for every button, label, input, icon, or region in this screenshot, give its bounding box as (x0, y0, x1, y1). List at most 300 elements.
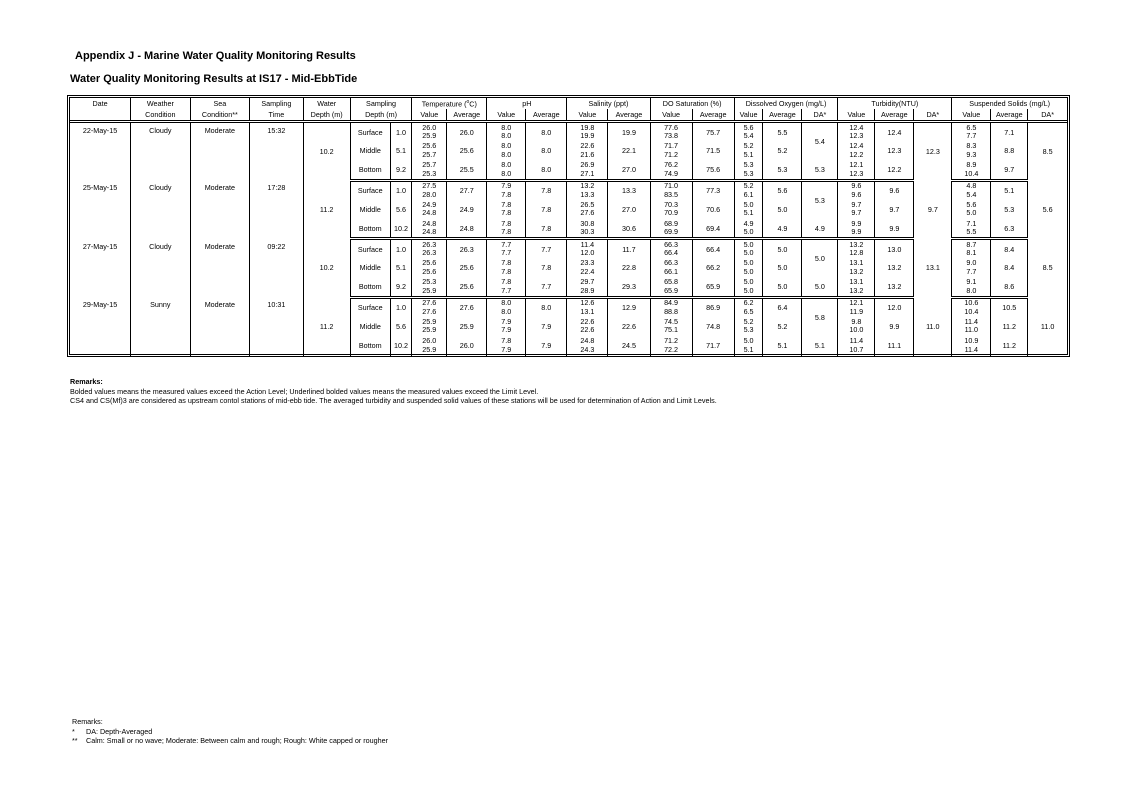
ph-values-reading-2: 8.0 (501, 306, 512, 316)
suspended-solids-values-reading-2: 9.3 (966, 149, 977, 159)
dissolved-oxygen-values-reading-1: 5.2 (743, 316, 754, 326)
suspended-solids-da: 8.5 (1028, 122, 1067, 181)
salinity-values (567, 317, 608, 337)
col-ss-value: Value (952, 109, 991, 122)
col-ph-average: Average (526, 109, 567, 122)
suspended-solids-values-reading-1: 8.3 (966, 141, 977, 151)
turbidity-values-reading-2: 10.7 (849, 344, 864, 354)
turbidity-values-reading-1: 9.8 (851, 316, 862, 326)
salinity-average: 19.9 (608, 122, 650, 142)
dissolved-oxygen-values (734, 122, 763, 142)
salinity-values-reading-2: 13.3 (580, 189, 595, 199)
temperature-values-reading-2: 25.9 (422, 131, 437, 140)
temperature-average: 26.3 (447, 239, 487, 259)
turbidity-values-reading-1: 11.4 (849, 336, 864, 346)
suspended-solids-values (952, 317, 991, 337)
header-row-top (70, 98, 1067, 109)
suspended-solids-average: 8.6 (991, 278, 1028, 298)
water-depth-cell: 11.2 (303, 297, 350, 356)
turbidity-values (838, 278, 875, 298)
temperature-values-reading-1: 25.3 (422, 277, 437, 286)
do-saturation-average: 75.7 (692, 122, 734, 142)
do-saturation-values-reading-2: 88.8 (664, 306, 679, 316)
turbidity-average: 12.0 (875, 297, 914, 317)
do-saturation-values-reading-1: 68.9 (664, 218, 679, 228)
turbidity-values-reading-2: 12.3 (849, 168, 864, 178)
do-saturation-average: 69.4 (692, 219, 734, 239)
dissolved-oxygen-average: 5.3 (763, 161, 802, 181)
suspended-solids-values (952, 122, 991, 142)
turbidity-average: 13.2 (875, 258, 914, 278)
turbidity-values (838, 297, 875, 317)
suspended-solids-values-reading-2: 5.0 (966, 208, 977, 218)
suspended-solids-average: 8.4 (991, 239, 1028, 259)
salinity-values (567, 161, 608, 181)
dissolved-oxygen-da-bottom: 5.3 (802, 161, 838, 181)
ph-average: 7.8 (526, 219, 567, 239)
dissolved-oxygen-da-surface-middle: 5.0 (802, 239, 838, 278)
suspended-solids-average: 11.2 (991, 336, 1028, 356)
col-weather: Weather (131, 98, 191, 109)
do-saturation-average: 65.9 (692, 278, 734, 298)
sampling-level-cell: Surface (350, 180, 390, 200)
suspended-solids-values (952, 297, 991, 317)
do-saturation-values-reading-1: 71.2 (664, 336, 679, 346)
ph-values-reading-1: 7.8 (501, 218, 512, 228)
col-date-sub (70, 109, 131, 122)
sampling-depth-cell: 1.0 (390, 239, 412, 259)
suspended-solids-values-reading-2: 10.4 (964, 306, 979, 316)
ph-average: 7.8 (526, 200, 567, 220)
ph-values-reading-1: 8.0 (501, 141, 512, 151)
ph-values-reading-2: 7.7 (501, 285, 512, 295)
do-saturation-values-reading-2: 83.5 (664, 189, 679, 199)
do-saturation-average: 71.7 (692, 336, 734, 356)
salinity-average: 27.0 (608, 200, 650, 220)
salinity-average: 30.6 (608, 219, 650, 239)
header-row-bottom (70, 109, 1067, 122)
results-table-frame (67, 95, 1070, 357)
turbidity-values-reading-1: 9.9 (851, 218, 862, 228)
turbidity-values-reading-1: 9.7 (851, 199, 862, 209)
salinity-values (567, 278, 608, 298)
ph-values-reading-1: 7.8 (501, 277, 512, 286)
turbidity-average: 13.0 (875, 239, 914, 259)
salinity-values-reading-1: 22.6 (580, 141, 595, 151)
dissolved-oxygen-values-reading-1: 5.3 (743, 160, 754, 169)
col-ph-value: Value (487, 109, 526, 122)
suspended-solids-values-reading-2: 8.0 (966, 285, 977, 295)
salinity-values (567, 258, 608, 278)
col-turb-da: DA* (914, 109, 952, 122)
water-depth-cell: 11.2 (303, 180, 350, 239)
sampling-level-cell: Middle (350, 200, 390, 220)
col-sea: Sea (190, 98, 250, 109)
turbidity-values (838, 219, 875, 239)
suspended-solids-values-reading-1: 8.9 (966, 160, 977, 169)
turbidity-values-reading-1: 12.1 (849, 160, 864, 169)
do-saturation-values-reading-2: 71.2 (664, 149, 679, 159)
ph-values (487, 297, 526, 317)
suspended-solids-values-reading-1: 10.6 (964, 298, 979, 307)
col-sampling-depth-sub: Depth (m) (350, 109, 412, 122)
temperature-average: 24.9 (447, 200, 487, 220)
results-table (70, 98, 1067, 356)
temperature-values (412, 180, 447, 200)
col-dosat-average: Average (692, 109, 734, 122)
ph-values (487, 200, 526, 220)
temperature-values (412, 239, 447, 259)
salinity-values-reading-2: 19.9 (580, 131, 595, 140)
dissolved-oxygen-values-reading-1: 5.0 (743, 277, 754, 286)
dissolved-oxygen-values (734, 297, 763, 317)
temperature-values-reading-1: 25.6 (422, 141, 437, 151)
ph-values (487, 258, 526, 278)
dissolved-oxygen-average: 4.9 (763, 219, 802, 239)
suspended-solids-average: 8.8 (991, 141, 1028, 161)
dissolved-oxygen-values-reading-2: 5.1 (743, 208, 754, 218)
sampling-level-cell: Middle (350, 141, 390, 161)
col-ss-da: DA* (1028, 109, 1067, 122)
salinity-average: 11.7 (608, 239, 650, 259)
sea-condition-cell: Moderate (190, 180, 250, 239)
ph-values-reading-2: 7.8 (501, 227, 512, 236)
turbidity-values (838, 161, 875, 181)
suspended-solids-values (952, 141, 991, 161)
dissolved-oxygen-da-surface-middle: 5.4 (802, 122, 838, 161)
salinity-average: 22.8 (608, 258, 650, 278)
do-saturation-values-reading-1: 84.9 (664, 298, 679, 307)
col-sampling-time-sub: Time (250, 109, 303, 122)
dissolved-oxygen-average: 5.6 (763, 180, 802, 200)
do-saturation-values (650, 336, 692, 356)
dissolved-oxygen-values-reading-2: 5.0 (743, 227, 754, 236)
salinity-values-reading-2: 27.6 (580, 208, 595, 218)
remarks-title: Remarks: (70, 377, 103, 386)
suspended-solids-values-reading-1: 10.9 (964, 336, 979, 346)
turbidity-values-reading-2: 9.6 (851, 189, 862, 199)
salinity-values-reading-1: 23.3 (580, 258, 595, 268)
salinity-values (567, 200, 608, 220)
temperature-values-reading-1: 27.5 (422, 181, 437, 190)
suspended-solids-values-reading-1: 5.6 (966, 199, 977, 209)
ph-values-reading-2: 7.7 (501, 248, 512, 257)
dissolved-oxygen-values (734, 336, 763, 356)
salinity-values-reading-1: 24.8 (580, 336, 595, 346)
weather-cell: Cloudy (131, 239, 191, 298)
col-turb-average: Average (875, 109, 914, 122)
col-sampling-depth: Sampling (350, 98, 412, 109)
dissolved-oxygen-values-reading-2: 6.1 (743, 189, 754, 199)
ph-values-reading-1: 7.7 (501, 239, 512, 249)
suspended-solids-values-reading-1: 6.5 (966, 122, 977, 132)
dissolved-oxygen-values-reading-2: 5.1 (743, 344, 754, 354)
temperature-values (412, 219, 447, 239)
turbidity-values-reading-2: 9.9 (851, 227, 862, 236)
salinity-values-reading-1: 13.2 (580, 181, 595, 190)
sampling-depth-cell: 10.2 (390, 219, 412, 239)
ph-average: 7.8 (526, 180, 567, 200)
turbidity-values-reading-2: 13.2 (849, 266, 864, 276)
turbidity-average: 12.4 (875, 122, 914, 142)
sampling-depth-cell: 1.0 (390, 122, 412, 142)
temperature-values-reading-1: 25.9 (422, 316, 437, 326)
salinity-values-reading-2: 28.9 (580, 285, 595, 295)
turbidity-values-reading-1: 9.6 (851, 181, 862, 190)
dissolved-oxygen-values-reading-2: 5.3 (743, 325, 754, 335)
temperature-values-reading-1: 25.7 (422, 160, 437, 169)
sampling-depth-cell: 5.6 (390, 317, 412, 337)
footnote-sea: Calm: Small or no wave; Moderate: Between calm and rough; Rough: White capped or rougher (86, 736, 389, 745)
turbidity-values (838, 258, 875, 278)
suspended-solids-values (952, 239, 991, 259)
dissolved-oxygen-da-surface-middle: 5.8 (802, 297, 838, 336)
salinity-values (567, 219, 608, 239)
suspended-solids-values-reading-1: 4.8 (966, 181, 977, 190)
ph-average: 8.0 (526, 297, 567, 317)
suspended-solids-values (952, 219, 991, 239)
suspended-solids-values-reading-2: 8.1 (966, 248, 977, 257)
table-row (70, 180, 1067, 200)
turbidity-values (838, 317, 875, 337)
salinity-values-reading-1: 26.5 (580, 199, 595, 209)
col-date: Date (92, 99, 108, 108)
temperature-values-reading-1: 25.6 (422, 258, 437, 268)
temperature-values-reading-2: 28.0 (422, 189, 437, 199)
suspended-solids-values-reading-2: 7.7 (966, 131, 977, 140)
ph-values (487, 141, 526, 161)
temperature-values-reading-2: 25.9 (422, 344, 437, 354)
ph-values-reading-1: 7.8 (501, 258, 512, 268)
suspended-solids-values (952, 278, 991, 298)
dissolved-oxygen-da-bottom: 5.1 (802, 336, 838, 356)
do-saturation-values-reading-1: 66.3 (664, 239, 679, 249)
dissolved-oxygen-average: 5.2 (763, 317, 802, 337)
salinity-values-reading-1: 12.6 (580, 298, 595, 307)
temperature-average: 25.9 (447, 317, 487, 337)
do-saturation-values (650, 258, 692, 278)
do-saturation-values-reading-2: 74.9 (664, 168, 679, 178)
sampling-level-cell: Middle (350, 258, 390, 278)
col-temp-average: Average (447, 109, 487, 122)
sampling-depth-cell: 5.6 (390, 200, 412, 220)
temperature-values (412, 336, 447, 356)
salinity-values-reading-2: 30.3 (580, 227, 595, 236)
ph-values (487, 239, 526, 259)
col-sea-sub: Condition** (190, 109, 250, 122)
dissolved-oxygen-values-reading-1: 5.2 (743, 181, 754, 190)
temperature-values (412, 278, 447, 298)
weather-cell: Cloudy (131, 180, 191, 239)
salinity-values (567, 122, 608, 142)
do-saturation-values (650, 297, 692, 317)
ph-values-reading-2: 8.0 (501, 168, 512, 178)
turbidity-values (838, 336, 875, 356)
col-water-depth-sub: Depth (m) (303, 109, 350, 122)
turbidity-values (838, 239, 875, 259)
ph-values-reading-2: 7.8 (501, 208, 512, 218)
temperature-average: 24.8 (447, 219, 487, 239)
ph-values (487, 180, 526, 200)
col-water-depth: Water (303, 98, 350, 109)
sampling-level-cell: Bottom (350, 278, 390, 298)
salinity-values-reading-1: 11.4 (580, 239, 595, 249)
date-cell: 29-May-15 (82, 300, 118, 309)
suspended-solids-average: 5.3 (991, 200, 1028, 220)
turbidity-average: 9.6 (875, 180, 914, 200)
turbidity-values-reading-2: 12.2 (849, 149, 864, 159)
suspended-solids-average: 7.1 (991, 122, 1028, 142)
sampling-level-cell: Bottom (350, 161, 390, 181)
suspended-solids-average: 9.7 (991, 161, 1028, 181)
turbidity-values-reading-2: 11.9 (849, 306, 864, 316)
turbidity-average: 9.9 (875, 317, 914, 337)
do-saturation-values-reading-2: 75.1 (664, 325, 679, 335)
ph-values (487, 219, 526, 239)
do-saturation-values (650, 317, 692, 337)
dissolved-oxygen-values-reading-1: 5.6 (743, 122, 754, 132)
weather-cell: Sunny (131, 297, 191, 356)
ph-values-reading-2: 8.0 (501, 131, 512, 140)
col-do-average: Average (763, 109, 802, 122)
suspended-solids-values-reading-2: 5.4 (966, 189, 977, 199)
dissolved-oxygen-average: 5.2 (763, 141, 802, 161)
ph-values (487, 278, 526, 298)
salinity-values-reading-2: 22.6 (580, 325, 595, 335)
dissolved-oxygen-da-bottom: 4.9 (802, 219, 838, 239)
temperature-values-reading-2: 25.9 (422, 285, 437, 295)
col-ph: pH (487, 98, 567, 109)
temperature-average: 25.5 (447, 161, 487, 181)
salinity-values-reading-1: 19.8 (580, 122, 595, 132)
do-saturation-values (650, 122, 692, 142)
turbidity-average: 12.3 (875, 141, 914, 161)
col-temp-value: Value (412, 109, 447, 122)
dissolved-oxygen-values-reading-1: 5.2 (743, 141, 754, 151)
temperature-average: 25.6 (447, 278, 487, 298)
suspended-solids-values-reading-2: 7.7 (966, 266, 977, 276)
dissolved-oxygen-values-reading-1: 5.0 (743, 199, 754, 209)
do-saturation-values-reading-1: 77.6 (664, 122, 679, 132)
salinity-values-reading-2: 24.3 (580, 344, 595, 354)
suspended-solids-values (952, 161, 991, 181)
turbidity-da: 13.1 (914, 239, 952, 298)
temperature-average: 26.0 (447, 122, 487, 142)
ph-average: 7.9 (526, 336, 567, 356)
turbidity-values-reading-1: 13.1 (849, 258, 864, 268)
turbidity-da: 12.3 (914, 122, 952, 181)
col-suspended-solids: Suspended Solids (mg/L) (952, 98, 1067, 109)
suspended-solids-values-reading-2: 10.4 (964, 168, 979, 178)
ph-values-reading-1: 7.9 (501, 316, 512, 326)
dissolved-oxygen-values (734, 219, 763, 239)
do-saturation-values-reading-1: 65.8 (664, 277, 679, 286)
temperature-values (412, 297, 447, 317)
col-weather-sub: Condition (131, 109, 191, 122)
dissolved-oxygen-values-reading-1: 6.2 (743, 298, 754, 307)
turbidity-values-reading-2: 10.0 (849, 325, 864, 335)
turbidity-da: 9.7 (914, 180, 952, 239)
temperature-values (412, 161, 447, 181)
dissolved-oxygen-values (734, 278, 763, 298)
temperature-average: 25.6 (447, 141, 487, 161)
turbidity-average: 13.2 (875, 278, 914, 298)
suspended-solids-values (952, 258, 991, 278)
col-do-saturation: DO Saturation (%) (650, 98, 734, 109)
do-saturation-values-reading-2: 73.8 (664, 131, 679, 140)
turbidity-values-reading-1: 12.1 (849, 298, 864, 307)
suspended-solids-average: 10.5 (991, 297, 1028, 317)
ph-values-reading-1: 7.9 (501, 181, 512, 190)
do-saturation-average: 75.6 (692, 161, 734, 181)
suspended-solids-da: 8.5 (1028, 239, 1067, 298)
ph-values-reading-1: 8.0 (501, 160, 512, 169)
salinity-average: 13.3 (608, 180, 650, 200)
page-subtitle: Water Quality Monitoring Results at IS17 - Mid-EbbTide (70, 73, 358, 85)
sampling-level-cell: Middle (350, 317, 390, 337)
salinity-values-reading-1: 29.7 (580, 277, 595, 286)
suspended-solids-average: 5.1 (991, 180, 1028, 200)
temperature-values (412, 141, 447, 161)
salinity-values-reading-2: 27.1 (580, 168, 595, 178)
ph-values-reading-1: 7.8 (501, 199, 512, 209)
suspended-solids-average: 8.4 (991, 258, 1028, 278)
sampling-depth-cell: 1.0 (390, 297, 412, 317)
sampling-level-cell: Surface (350, 122, 390, 142)
footnotes (72, 717, 388, 746)
temperature-values-reading-1: 27.6 (422, 298, 437, 307)
do-saturation-average: 74.8 (692, 317, 734, 337)
do-saturation-values (650, 180, 692, 200)
turbidity-values-reading-2: 9.7 (851, 208, 862, 218)
temperature-average: 27.7 (447, 180, 487, 200)
do-saturation-values-reading-2: 70.9 (664, 208, 679, 218)
do-saturation-values-reading-2: 66.1 (664, 266, 679, 276)
salinity-values-reading-1: 30.8 (580, 218, 595, 228)
temperature-values-reading-1: 24.9 (422, 199, 437, 209)
do-saturation-values (650, 239, 692, 259)
do-saturation-values-reading-2: 65.9 (664, 285, 679, 295)
ph-average: 8.0 (526, 141, 567, 161)
col-ss-average: Average (991, 109, 1028, 122)
col-turbidity: Turbidity(NTU) (838, 98, 952, 109)
sea-condition-cell: Moderate (190, 239, 250, 298)
col-sal-average: Average (608, 109, 650, 122)
suspended-solids-values-reading-1: 9.0 (966, 258, 977, 268)
dissolved-oxygen-average: 5.0 (763, 258, 802, 278)
dissolved-oxygen-values (734, 180, 763, 200)
temperature-values (412, 317, 447, 337)
ph-average: 8.0 (526, 161, 567, 181)
suspended-solids-average: 11.2 (991, 317, 1028, 337)
temperature-values-reading-2: 25.6 (422, 266, 437, 276)
salinity-values (567, 141, 608, 161)
temperature-values-reading-1: 26.3 (422, 239, 437, 249)
dissolved-oxygen-values-reading-2: 5.1 (743, 149, 754, 159)
turbidity-values (838, 180, 875, 200)
turbidity-average: 11.1 (875, 336, 914, 356)
turbidity-average: 9.9 (875, 219, 914, 239)
footnote-da: DA: Depth-Averaged (86, 726, 153, 736)
turbidity-average: 9.7 (875, 200, 914, 220)
suspended-solids-values-reading-1: 7.1 (966, 218, 977, 228)
sampling-depth-cell: 9.2 (390, 161, 412, 181)
turbidity-values (838, 141, 875, 161)
temperature-values (412, 122, 447, 142)
page-title: Appendix J - Marine Water Quality Monitoring Results (75, 50, 356, 62)
turbidity-da: 11.0 (914, 297, 952, 356)
salinity-values-reading-1: 22.6 (580, 316, 595, 326)
